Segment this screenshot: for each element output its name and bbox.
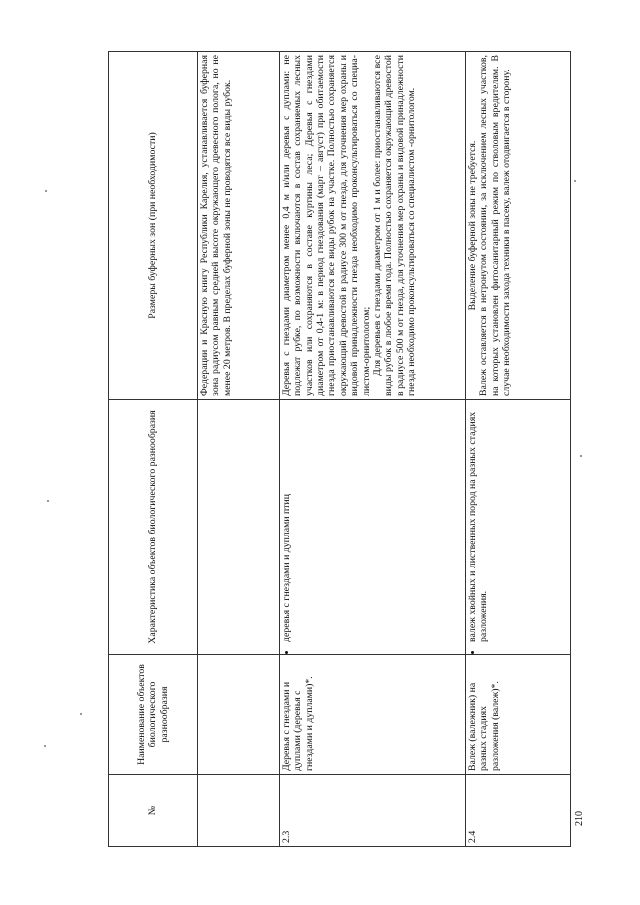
cell-num: 2.3 xyxy=(280,775,466,847)
scan-speck xyxy=(80,713,82,715)
rotated-page xyxy=(108,52,570,847)
buffer-paragraph: Для деревьев с гнездами диаметром от 1 м и более: приостанавливаются все виды рубок в любое время года. Полностью сохраняется окружающий древостой в радиусе 500 м от гнезда, для уточнения мер охраны и видовой принадлежности гнезда необходимо проконсультироваться со специалистом -орнитологом. xyxy=(371,55,417,396)
cell-characteristic xyxy=(466,400,571,655)
scan-speck xyxy=(47,500,49,502)
buffer-paragraph: Выделение буферной зоны не требуется. xyxy=(467,140,478,311)
header-num: № xyxy=(109,775,198,847)
header-row xyxy=(109,52,198,847)
scan-speck xyxy=(580,455,582,457)
table-row xyxy=(466,52,571,847)
scan-speck xyxy=(44,745,46,747)
header-characteristic: Характеристика объектов биологического разнообразия xyxy=(109,400,198,655)
cell-name xyxy=(198,655,280,775)
scan-speck xyxy=(45,190,47,192)
biodiversity-table xyxy=(108,51,571,847)
page-number: 210 xyxy=(574,811,585,826)
cell-buffer xyxy=(466,52,571,400)
cell-num: 2.4 xyxy=(466,775,571,847)
cell-buffer: Федерации и Красную книгу Республики Карелия, устанавливается буферная зона радиусом равным средней высоте окружающего древесного полога, но не менее 20 метров. В пределах буферной зоны не проводятся все виды рубок. xyxy=(198,52,280,400)
scan-speck xyxy=(574,180,576,182)
cell-buffer xyxy=(280,52,466,400)
table-row xyxy=(280,52,466,847)
list-item: • валеж хвойных и лиственных пород на разных стадиях разложения. xyxy=(467,403,490,642)
cell-characteristic xyxy=(280,400,466,655)
cell-name: Деревья с гнездами и дуплами (деревья с гнездами и дуплами)*. xyxy=(280,655,466,775)
list-item: • деревья с гнездами и дуплами птиц xyxy=(281,403,292,642)
cell-name: Валеж (валежник) на разных стадиях разложения (валеж)*. xyxy=(466,655,571,775)
header-buffer: Размеры буферных зон (при необходимости) xyxy=(109,52,198,400)
buffer-paragraph: Деревья с гнездами диаметром менее 0,4 м и/или деревья с дуплами: не подлежат рубке, по возможности включаются в состав сохраняемых лесных участков или сохраняются в составе куртины леса; Деревья с гнездами диаметром от 0,4-1 м: в период гнездования (март – август) при обитаемости гнезда приостанавливаются все виды рубок на участке. Полностью сохраняется окружающий древостой в радиусе 300 м от гнезда, для уточнения мер охраны и видовой принадлежности гнезда необходимо проконсультироваться со специа-листом-орнитологом; xyxy=(281,55,372,396)
cell-num xyxy=(198,775,280,847)
buffer-paragraph: Валеж оставляется в нетронутом состоянии, за исключением лесных участков, на которых установлен фитосанитарный режим по стволовым вредителям. В случае необходимости захода техники в пасеку, валеж отодвигается в сторону. xyxy=(478,55,513,396)
cell-characteristic xyxy=(198,400,280,655)
header-name: Наименование объектов биологического разнообразия xyxy=(109,655,198,775)
table-row-continuation xyxy=(198,52,280,847)
